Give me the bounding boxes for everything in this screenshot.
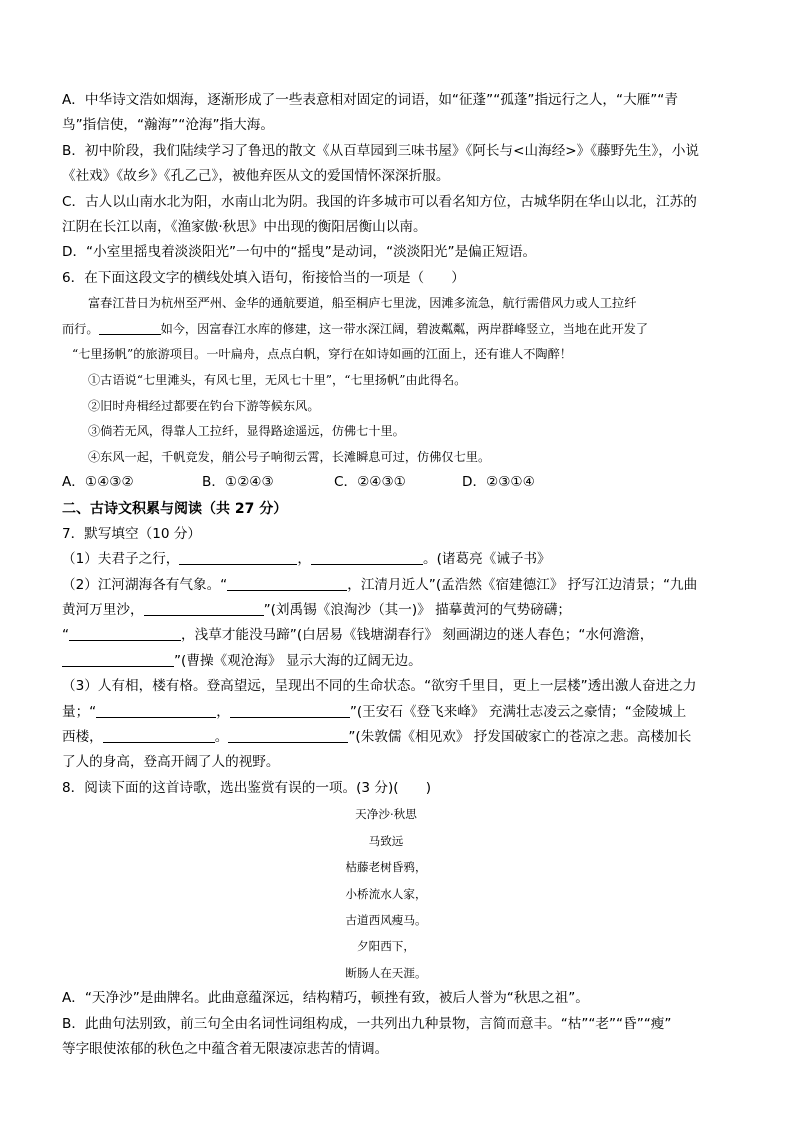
q7-text: 。(诸葛亮《诫子书》: [423, 551, 551, 568]
q6-sentence-1: ①古语说“七里滩头，有风七里，无风七十里”，“七里扬帆”由此得名。: [88, 373, 467, 388]
q6-passage-line2: [62, 317, 730, 343]
q7-text: （2）江河湖海各有气象。“: [62, 576, 228, 593]
q7-blank-7[interactable]: [96, 703, 216, 718]
q7-text: ，: [297, 551, 311, 568]
q7-line8: [62, 725, 730, 750]
q5-option-d: D．“小室里摇曳着淡淡阳光”一句中的“摇曳”是动词，“淡淡阳光”是偏正短语。: [62, 244, 537, 261]
q6-option-b[interactable]: B．①②④③: [202, 474, 274, 491]
q8-option-a: A．“天净沙”是曲牌名。此曲意蕴深远，结构精巧，顿挫有致，被后人誉为“秋思之祖”。: [62, 990, 589, 1007]
q8-option-b-line1: B．此曲句法别致，前三句全由名词性词组构成，一共列出九种景物，言简而意丰。“枯”“老”“昏”“瘦”: [62, 1015, 672, 1032]
q5-option-b-line1: B．初中阶段，我们陆续学习了鲁迅的散文《从百草园到三味书屋》《阿长与<山海经>》《藤野先生》，小说: [62, 142, 700, 159]
q7-blank-2[interactable]: [311, 550, 423, 565]
q7-blank-6[interactable]: [62, 652, 174, 667]
q6-option-c[interactable]: C．②④③①: [334, 474, 406, 491]
q6-passage-text: 如今，因富春江水库的修建，这一带水深江阔，碧波粼粼，两岸群峰竖立，当地在此开发了: [160, 321, 649, 336]
q8-stem: 8．阅读下面的这首诗歌，选出鉴赏有误的一项。(3 分)( ): [62, 779, 432, 796]
q7-blank-9[interactable]: [103, 728, 215, 743]
q6-answer-blank[interactable]: [99, 320, 161, 335]
exam-page: [62, 88, 730, 1062]
q5-option-a-line2: 鸟”指信使，“瀚海”“沧海”指大海。: [62, 117, 274, 134]
q6-sentence-4: ④东风一起，千帆竞发，艄公号子响彻云霄，长滩瞬息可过，仿佛仅七里。: [88, 449, 491, 464]
poem-line: 断肠人在天涯。: [345, 965, 427, 980]
q6-sentence-2: ②旧时舟楫经过都要在钓台下游等候东风。: [88, 398, 320, 413]
q5-option-b-line2: 《社戏》《故乡》《孔乙己》，被他弃医从文的爱国情怀深深折服。: [62, 168, 450, 185]
q7-text: 量；“: [62, 703, 97, 720]
q7-line7: [62, 700, 730, 725]
poem-line: 夕阳西下，: [357, 939, 415, 954]
q7-text: “: [62, 627, 70, 644]
poem-line: 枯藤老树昏鸦，: [345, 860, 427, 875]
q6-stem: 6．在下面这段文字的横线处填入语句，衔接恰当的一项是（ ）: [62, 269, 465, 286]
q7-line6: （3）人有相，楼有格。登高望远，呈现出不同的生命状态。“欲穷千里目，更上一层楼”透出激人奋进之力: [62, 678, 697, 695]
q5-option-c-line1: C．古人以山南水北为阳，水南山北为阴。我国的许多城市可以看名知方位，古城华阴在华山以北，江苏的: [62, 193, 697, 210]
q6-option-d[interactable]: D．②③①④: [462, 474, 535, 491]
q7-line3: [62, 598, 730, 623]
q8-option-b-line2: 等字眼使浓郁的秋色之中蕴含着无限凄凉悲苦的情调。: [62, 1040, 389, 1057]
poem-title: 天净沙·秋思: [355, 807, 417, 822]
q7-text: 。: [214, 729, 229, 746]
q7-blank-10[interactable]: [228, 728, 348, 743]
q6-option-a[interactable]: A．①④③②: [62, 474, 134, 491]
q7-text: ，浅草才能没马蹄”(白居易《钱塘湖春行》 刻画湖边的迷人春色；“水何澹澹，: [181, 627, 654, 644]
q6-passage-line1: 富春江昔日为杭州至严州、金华的通航要道，船至桐庐七里泷，因滩多流急，航行需借风力或人工拉纤: [88, 296, 637, 311]
q5-option-c-line2: 江阴在长江以南，《渔家傲·秋思》中出现的衡阳居衡山以南。: [62, 219, 427, 236]
q7-blank-4[interactable]: [144, 601, 264, 616]
q6-options: [62, 470, 730, 495]
section-2-heading: 二、古诗文积累与阅读（共 27 分）: [62, 500, 288, 517]
q6-passage-text: 而行。: [62, 321, 99, 336]
q7-line1: [62, 547, 730, 572]
q7-stem: 7．默写填空（10 分）: [62, 525, 202, 542]
q7-line5: [62, 649, 730, 674]
q7-blank-8[interactable]: [230, 703, 350, 718]
q7-line9: 了人的身高，登高开阔了人的视野。: [62, 754, 280, 771]
poem-line: 古道西风瘦马。: [345, 912, 427, 927]
q7-blank-1[interactable]: [179, 550, 297, 565]
q7-blank-3[interactable]: [227, 576, 347, 591]
q7-line2: [62, 573, 730, 598]
q6-passage-line3: “七里扬帆”的旅游项目。一叶扁舟，点点白帆，穿行在如诗如画的江面上，还有谁人不陶醉！: [72, 347, 572, 362]
q6-sentence-3: ③倘若无风，得靠人工拉纤，显得路途遥远，仿佛七十里。: [88, 424, 405, 439]
q7-text: ，江清月近人”(孟浩然《宿建德江》 抒写江边清景；“九曲: [347, 576, 698, 593]
q7-text: 西楼，: [62, 729, 103, 746]
q7-text: ，: [216, 703, 230, 720]
poem-author: 马致远: [368, 833, 404, 848]
poem-line: 小桥流水人家，: [345, 886, 427, 901]
q7-text: （1）夫君子之行，: [62, 551, 180, 568]
q7-text: ”(刘禹锡《浪淘沙（其一)》 描摹黄河的气势磅礴；: [263, 602, 571, 619]
poem-block: [42, 801, 730, 986]
q7-text: ”(曹操《观沧海》 显示大海的辽阔无边。: [174, 652, 422, 669]
q7-text: ”(王安石《登飞来峰》 充满壮志凌云之豪情；“金陵城上: [349, 703, 687, 720]
q7-blank-5[interactable]: [69, 626, 181, 641]
q7-text: 黄河万里沙，: [62, 602, 144, 619]
q5-option-a-line1: A．中华诗文浩如烟海，逐渐形成了一些表意相对固定的词语，如“征蓬”“孤蓬”指远行之人，“大雁”“青: [62, 92, 678, 108]
q7-line4: [62, 623, 730, 648]
q7-text: ”(朱敦儒《相见欢》 抒发国破家亡的苍凉之悲。高楼加长: [348, 729, 692, 746]
